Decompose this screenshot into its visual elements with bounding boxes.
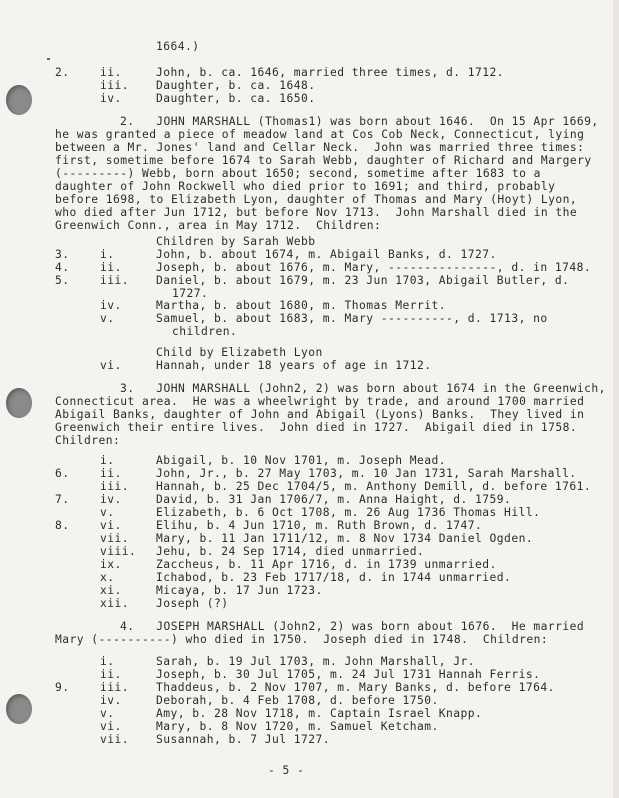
text-line: ii. bbox=[100, 66, 122, 79]
binder-hole-middle bbox=[6, 388, 32, 418]
text-line: vii. bbox=[100, 733, 130, 746]
text-line: 7. bbox=[55, 493, 70, 506]
text-line: 6. bbox=[55, 467, 70, 480]
text-line: Zaccheus, b. 11 Apr 1716, d. in 1739 unmarried. bbox=[156, 558, 497, 571]
text-line: ix. bbox=[100, 558, 122, 571]
text-line: xi. bbox=[100, 584, 122, 597]
text-line: 1727. bbox=[172, 287, 209, 300]
text-line: iv. bbox=[100, 694, 122, 707]
text-line: first, sometime before 1674 to Sarah Webb, daughter of Richard and Margery bbox=[55, 154, 592, 167]
text-line: Micaya, b. 17 Jun 1723. bbox=[156, 584, 323, 597]
text-line: vi. bbox=[100, 720, 122, 733]
text-line: iii. bbox=[100, 480, 130, 493]
text-line: Hannah, b. 25 Dec 1704/5, m. Anthony Demill, d. before 1761. bbox=[156, 480, 592, 493]
text-line: Jehu, b. 24 Sep 1714, died unmarried. bbox=[156, 545, 425, 558]
text-line: iii. bbox=[100, 681, 130, 694]
binder-hole-top bbox=[6, 85, 32, 115]
text-line: ii. bbox=[100, 467, 122, 480]
text-line: who died after Jun 1712, but before Nov 1713. John Marshall died in the bbox=[55, 206, 578, 219]
text-line: iii. bbox=[100, 79, 130, 92]
text-line: 3. JOHN MARSHALL (John2, 2) was born about 1674 in the Greenwich, bbox=[120, 382, 606, 395]
text-line: 1664.) bbox=[156, 40, 200, 53]
text-line: 5. bbox=[55, 274, 70, 287]
text-line: iv. bbox=[100, 493, 122, 506]
text-line: i. bbox=[100, 454, 115, 467]
text-line: Greenwich their entire lives. John died in 1727. Abigail died in 1758. bbox=[55, 421, 578, 434]
text-line: iv. bbox=[100, 299, 122, 312]
text-line: iii. bbox=[100, 274, 130, 287]
text-line: vi. bbox=[100, 519, 122, 532]
text-line: Daniel, b. about 1679, m. 23 Jun 1703, Abigail Butler, d. bbox=[156, 274, 570, 287]
text-line: i. bbox=[100, 655, 115, 668]
text-line: Elihu, b. 4 Jun 1710, m. Ruth Brown, d. 1747. bbox=[156, 519, 483, 532]
text-line: Joseph (?) bbox=[156, 597, 229, 610]
text-line: x. bbox=[100, 571, 115, 584]
text-line: ii. bbox=[100, 261, 122, 274]
text-line: (---------) Webb, born about 1650; second, sometime after 1683 to a bbox=[55, 167, 541, 180]
text-line: between a Mr. Jones' land and Cellar Neck. John was married three times: bbox=[55, 141, 585, 154]
text-line: v. bbox=[100, 707, 115, 720]
text-line: Amy, b. 28 Nov 1718, m. Captain Israel Knapp. bbox=[156, 707, 483, 720]
text-line: Children by Sarah Webb bbox=[156, 235, 316, 248]
text-line: Deborah, b. 4 Feb 1708, d. before 1750. bbox=[156, 694, 439, 707]
text-line: Mary (----------) who died in 1750. Joseph died in 1748. Children: bbox=[55, 633, 549, 646]
text-line: v. bbox=[100, 312, 115, 325]
text-line: 4. JOSEPH MARSHALL (John2, 2) was born about 1676. He married bbox=[120, 620, 585, 633]
text-line: Hannah, under 18 years of age in 1712. bbox=[156, 359, 432, 372]
text-line: 2. JOHN MARSHALL (Thomas1) was born about 1646. On 15 Apr 1669, bbox=[120, 115, 599, 128]
text-line: Sarah, b. 19 Jul 1703, m. John Marshall, Jr. bbox=[156, 655, 476, 668]
text-line: John, Jr., b. 27 May 1703, m. 10 Jan 1731, Sarah Marshall. bbox=[156, 467, 577, 480]
text-line: 9. bbox=[55, 681, 70, 694]
text-line: ii. bbox=[100, 668, 122, 681]
text-line: Thaddeus, b. 2 Nov 1707, m. Mary Banks, d. before 1764. bbox=[156, 681, 555, 694]
text-line: David, b. 31 Jan 1706/7, m. Anna Haight, d. 1759. bbox=[156, 493, 512, 506]
text-line: Susannah, b. 7 Jul 1727. bbox=[156, 733, 331, 746]
text-line: Children: bbox=[55, 434, 121, 447]
text-line: Abigail Banks, daughter of John and Abigail (Lyons) Banks. They lived in bbox=[55, 408, 585, 421]
text-line: i. bbox=[100, 248, 115, 261]
text-line: Elizabeth, b. 6 Oct 1708, m. 26 Aug 1736 Thomas Hill. bbox=[156, 506, 541, 519]
text-line: Mary, b. 11 Jan 1711/12, m. 8 Nov 1734 Daniel Ogden. bbox=[156, 532, 534, 545]
text-line: vi. bbox=[100, 359, 122, 372]
text-line: Ichabod, b. 23 Feb 1717/18, d. in 1744 unmarried. bbox=[156, 571, 512, 584]
text-line: children. bbox=[172, 325, 238, 338]
text-line: John, b. about 1674, m. Abigail Banks, d. 1727. bbox=[156, 248, 497, 261]
text-line: Daughter, b. ca. 1650. bbox=[156, 92, 316, 105]
text-line: Connecticut area. He was a wheelwright by trade, and around 1700 married bbox=[55, 395, 585, 408]
text-line: Child by Elizabeth Lyon bbox=[156, 346, 323, 359]
text-line: Greenwich Conn., area in May 1712. Children: bbox=[55, 219, 382, 232]
text-line: daughter of John Rockwell who died prior to 1691; and third, probably bbox=[55, 180, 556, 193]
page-edge-shadow bbox=[613, 0, 619, 798]
page-number: - 5 - bbox=[268, 764, 305, 777]
text-line: 4. bbox=[55, 261, 70, 274]
text-line: xii. bbox=[100, 597, 130, 610]
binder-hole-bottom bbox=[6, 694, 32, 724]
text-line: Mary, b. 8 Nov 1720, m. Samuel Ketcham. bbox=[156, 720, 439, 733]
text-line: vii. bbox=[100, 532, 130, 545]
text-line: Joseph, b. about 1676, m. Mary, ---------------, d. in 1748. bbox=[156, 261, 592, 274]
text-line: John, b. ca. 1646, married three times, d. 1712. bbox=[156, 66, 505, 79]
text-line: 2. bbox=[55, 66, 70, 79]
text-line: he was granted a piece of meadow land at Cos Cob Neck, Connecticut, lying bbox=[55, 128, 585, 141]
text-line: 3. bbox=[55, 248, 70, 261]
text-line: v. bbox=[100, 506, 115, 519]
text-line: Daughter, b. ca. 1648. bbox=[156, 79, 316, 92]
text-line: Samuel, b. about 1683, m. Mary ----------, d. 1713, no bbox=[156, 312, 548, 325]
text-line: 8. bbox=[55, 519, 70, 532]
text-line: Martha, b. about 1680, m. Thomas Merrit. bbox=[156, 299, 447, 312]
text-line: Joseph, b. 30 Jul 1705, m. 24 Jul 1731 Hannah Ferris. bbox=[156, 668, 541, 681]
text-line: iv. bbox=[100, 92, 122, 105]
text-line: Abigail, b. 10 Nov 1701, m. Joseph Mead. bbox=[156, 454, 447, 467]
text-line: viii. bbox=[100, 545, 137, 558]
ink-speck bbox=[47, 58, 50, 60]
text-line: before 1698, to Elizabeth Lyon, daughter of Thomas and Mary (Hoyt) Lyon, bbox=[55, 193, 578, 206]
